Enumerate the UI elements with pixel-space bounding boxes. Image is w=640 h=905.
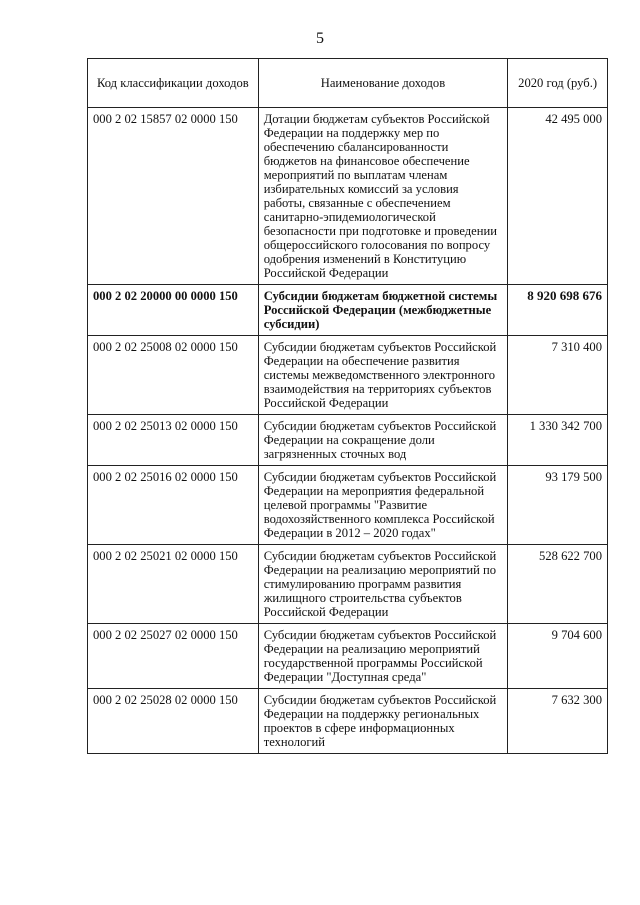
- table-row: [88, 466, 608, 545]
- row-amount: 9 704 600: [508, 624, 608, 689]
- row-name: Субсидии бюджетам субъектов Российской Федерации на обеспечение развития системы межведомственного электронного взаимодействия на территориях субъектов Российской Федерации: [258, 336, 508, 415]
- table-row: [88, 108, 608, 285]
- row-amount: 1 330 342 700: [508, 415, 608, 466]
- row-amount: 528 622 700: [508, 545, 608, 624]
- table-row: [88, 336, 608, 415]
- row-code: 000 2 02 25008 02 0000 150: [88, 336, 259, 415]
- row-code: 000 2 02 25028 02 0000 150: [88, 689, 259, 754]
- table-row: [88, 545, 608, 624]
- table-row-total: [88, 285, 608, 336]
- row-amount: 93 179 500: [508, 466, 608, 545]
- header-name: Наименование доходов: [258, 59, 508, 108]
- header-amount: 2020 год (руб.): [508, 59, 608, 108]
- row-name: Дотации бюджетам субъектов Российской Федерации на поддержку мер по обеспечению сбалансированности бюджетов на финансовое обеспечение мероприятий по выплатам членам избирательных комиссий за условия работы, связанные с обеспечением санитарно-эпидемиологической безопасности при подготовке и проведении общероссийского голосования по вопросу одобрения изменений в Конституцию Российской Федерации: [258, 108, 508, 285]
- row-amount: 7 632 300: [508, 689, 608, 754]
- row-amount: 42 495 000: [508, 108, 608, 285]
- row-code: 000 2 02 25021 02 0000 150: [88, 545, 259, 624]
- table-row: [88, 689, 608, 754]
- table-row: [88, 415, 608, 466]
- row-name: Субсидии бюджетам субъектов Российской Федерации на поддержку региональных проектов в сфере информационных технологий: [258, 689, 508, 754]
- row-code: 000 2 02 25013 02 0000 150: [88, 415, 259, 466]
- row-code: 000 2 02 25016 02 0000 150: [88, 466, 259, 545]
- row-code: 000 2 02 25027 02 0000 150: [88, 624, 259, 689]
- table-header-row: [88, 59, 608, 108]
- page-number: 5: [316, 30, 324, 47]
- row-amount: 7 310 400: [508, 336, 608, 415]
- row-name: Субсидии бюджетам бюджетной системы Российской Федерации (межбюджетные субсидии): [258, 285, 508, 336]
- row-name: Субсидии бюджетам субъектов Российской Федерации на сокращение доли загрязненных сточных вод: [258, 415, 508, 466]
- row-name: Субсидии бюджетам субъектов Российской Федерации на реализацию мероприятий по стимулированию программ развития жилищного строительства субъектов Российской Федерации: [258, 545, 508, 624]
- row-name: Субсидии бюджетам субъектов Российской Федерации на мероприятия федеральной целевой программы "Развитие водохозяйственного комплекса Российской Федерации в 2012 – 2020 годах": [258, 466, 508, 545]
- row-name: Субсидии бюджетам субъектов Российской Федерации на реализацию мероприятий государственной программы Российской Федерации "Доступная среда": [258, 624, 508, 689]
- table-row: [88, 624, 608, 689]
- row-code: 000 2 02 15857 02 0000 150: [88, 108, 259, 285]
- revenue-table: [87, 58, 608, 754]
- row-code: 000 2 02 20000 00 0000 150: [88, 285, 259, 336]
- row-amount: 8 920 698 676: [508, 285, 608, 336]
- header-code: Код классификации доходов: [88, 59, 259, 108]
